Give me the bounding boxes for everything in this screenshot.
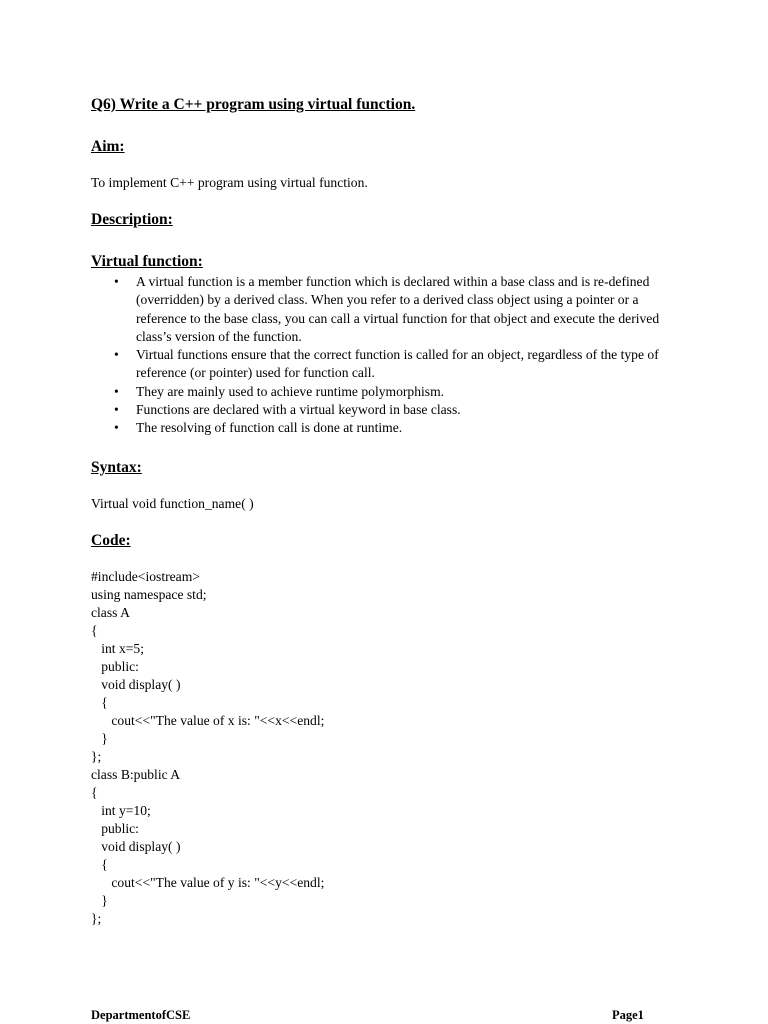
code-line: cout<<"The value of y is: "<<y<<endl; (91, 875, 325, 890)
virtual-function-heading: Virtual function: (91, 253, 203, 270)
code-line: }; (91, 749, 102, 764)
code-line: using namespace std; (91, 587, 207, 602)
code-line: class A (91, 605, 130, 620)
bullet-dot-icon: • (114, 274, 119, 289)
code-line: cout<<"The value of x is: "<<x<<endl; (91, 713, 325, 728)
code-line: } (91, 893, 108, 908)
bullet-text: Functions are declared with a virtual keyword in base class. (136, 402, 461, 418)
code-line: } (91, 731, 108, 746)
aim-text: To implement C++ program using virtual function. (91, 175, 368, 190)
bullet-item (91, 383, 681, 401)
code-line: { (91, 695, 108, 710)
bullet-text: The resolving of function call is done at runtime. (136, 420, 403, 436)
code-heading: Code: (91, 532, 131, 549)
bullet-dot-icon: • (114, 383, 119, 399)
code-line: void display( ) (91, 839, 181, 854)
syntax-heading: Syntax: (91, 459, 142, 476)
footer-department: DepartmentofCSE (91, 1008, 191, 1022)
code-line: }; (91, 911, 102, 926)
code-line: class B:public A (91, 767, 181, 782)
code-block (91, 568, 324, 928)
bullet-text: A virtual function is a member function which is declared within a base class and is re-defined (overridden) by a derived class. When you refer to a derived class object using a pointer or a reference to the base class, you can call a virtual function for that object and execute the derived class’s version of the function. (136, 274, 660, 344)
question-title: Q6) Write a C++ program using virtual function. (91, 96, 416, 113)
code-line: int y=10; (91, 803, 151, 818)
code-line: public: (91, 821, 139, 836)
code-line: { (91, 785, 98, 800)
footer-page-number: Page1 (612, 1008, 644, 1022)
code-line: void display( ) (91, 677, 181, 692)
code-line: #include<iostream> (91, 569, 200, 584)
bullet-text: They are mainly used to achieve runtime polymorphism. (136, 383, 445, 399)
bullet-text: Virtual functions ensure that the correct function is called for an object, regardless of the type of reference (or pointer) used for function call. (136, 347, 659, 381)
bullet-dot-icon: • (114, 347, 119, 363)
bullet-item (91, 273, 681, 346)
bullet-item (91, 346, 681, 383)
aim-heading: Aim: (91, 138, 125, 155)
code-line: int x=5; (91, 641, 144, 656)
bullet-item (91, 401, 681, 419)
description-heading: Description: (91, 211, 173, 228)
virtual-function-bullet-list (91, 273, 681, 438)
bullet-dot-icon: • (114, 402, 119, 418)
syntax-text: Virtual void function_name( ) (91, 496, 254, 511)
bullet-dot-icon: • (114, 420, 119, 436)
code-line: { (91, 623, 98, 638)
bullet-item (91, 419, 681, 437)
code-line: { (91, 857, 108, 872)
code-line: public: (91, 659, 139, 674)
